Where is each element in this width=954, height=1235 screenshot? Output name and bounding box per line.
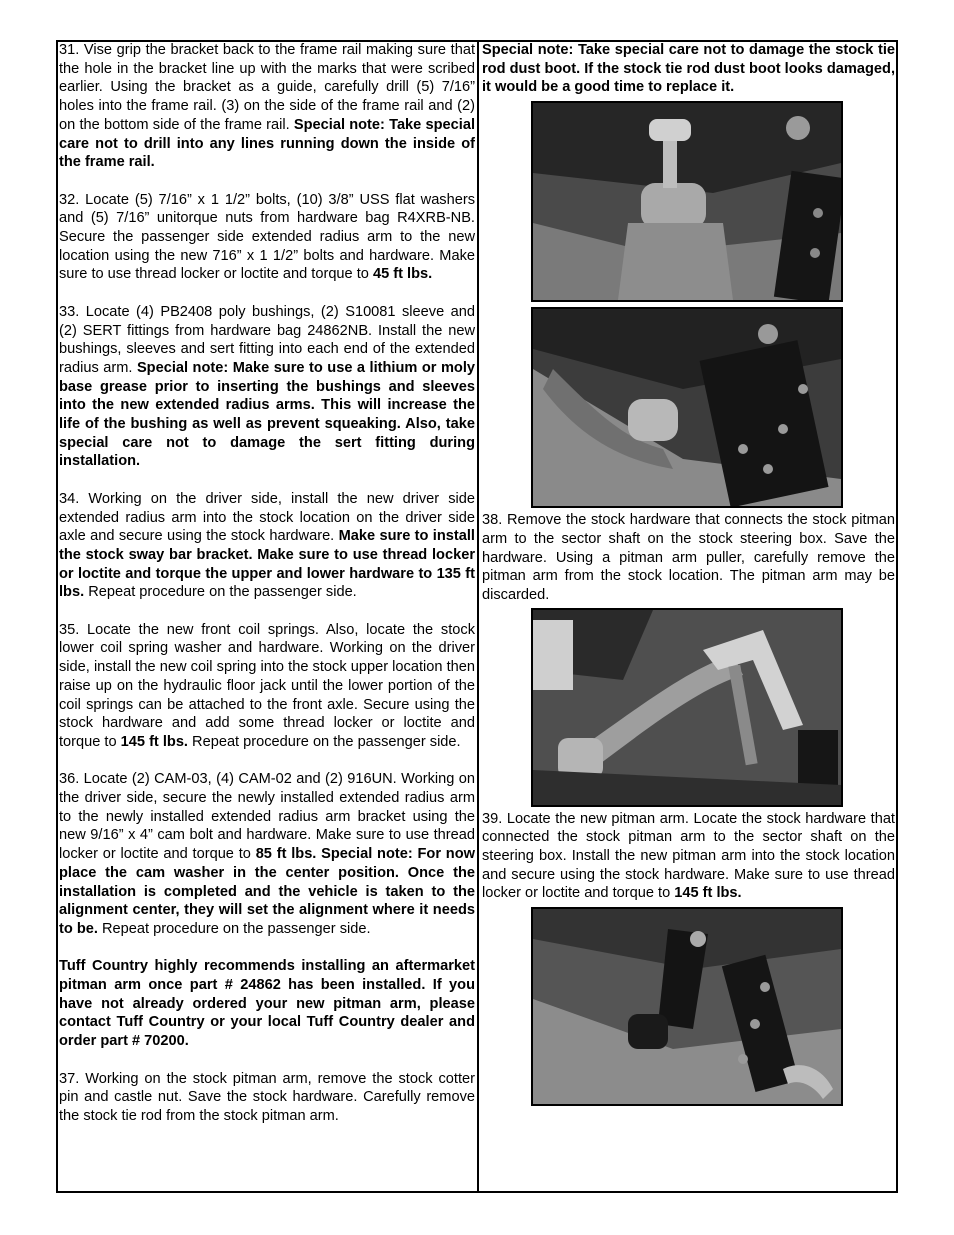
step-37-continued: Special note: Take special care not to damage the stock tie rod dust boot. If the stock tie rod dust boot looks damaged, it would be a good time to replace it. — [482, 42, 895, 96]
step-36: 36. Locate (2) CAM-03, (4) CAM-02 and (2) 916UN. Working on the driver side, secure the newly installed extended radius arm to the newly installed extended radius arm bracket using the new 9/16” x 4” cam bolt and hardware. Make sure to use thread locker or loctite and torque to 85 ft lbs. Special note: For now place the cam washer in the center position. Once the installation is completed and the vehicle is taken to the alignment center, they will set the alignment where it needs to be. Repeat procedure on the passenger side. — [59, 771, 475, 937]
step-35: 35. Locate the new front coil springs. Also, locate the stock lower coil spring washer and hardware. Working on the driver side, install the new coil spring into the stock upper location then raise up on the hydraulic floor jack until the lower portion of the coil springs can be attached to the front axle. Secure using the stock hardware and add some thread locker or loctite and torque to 145 ft lbs. Repeat procedure on the passenger side. — [59, 621, 475, 750]
photo-new-pitman-arm-installed — [531, 907, 843, 1106]
step-31: 31. Vise grip the bracket back to the frame rail making sure that the hole in the bracket line up with the marks that were scribed earlier. Using the bracket as a guide, carefully drill (5) 7/16” holes into the frame rail. (3) on the side of the frame rail and (2) on the bottom side of the frame rail. Special note: Take special care not to drill into any lines running down the inside of the frame rail. — [59, 42, 475, 171]
photo-pitman-arm-puller — [531, 608, 843, 807]
step-39: 39. Locate the new pitman arm. Locate the stock hardware that connected the stock pitman arm to the sector shaft on the steering box. Install the new pitman arm into the stock location and secure using the stock hardware. Make sure to use thread locker or loctite and torque to 145 ft lbs. — [482, 810, 895, 902]
step-32: 32. Locate (5) 7/16” x 1 1/2” bolts, (10) 3/8” USS flat washers and (5) 7/16” unitorque nuts from hardware bag R4XRB-NB. Secure the passenger side extended radius arm to the new location using the new 716” x 1 1/2” bolts and hardware. Make sure to use thread locker or loctite and torque to 45 ft lbs. — [59, 191, 475, 283]
step-38: 38. Remove the stock hardware that connects the stock pitman arm to the sector shaft on the stock steering box. Save the hardware. Using a pitman arm puller, carefully remove the pitman arm from the stock location. The pitman arm may be discarded. — [482, 512, 895, 603]
photo-tie-rod-removed — [531, 307, 843, 508]
column-divider — [477, 40, 479, 1191]
left-column — [59, 41, 475, 1126]
pitman-recommendation: Tuff Country highly recommends installing an aftermarket pitman arm once part # 24862 has been installed. If you have not already ordered your new pitman arm, please contact Tuff Country or your local Tuff Country dealer and order part # 70200. — [59, 958, 475, 1050]
photo-tie-rod-on-pitman-arm — [531, 101, 843, 302]
right-column — [482, 41, 895, 1106]
step-37: 37. Working on the stock pitman arm, remove the stock cotter pin and castle nut. Save the stock hardware. Carefully remove the stock tie rod from the stock pitman arm. — [59, 1070, 475, 1124]
step-33: 33. Locate (4) PB2408 poly bushings, (2) S10081 sleeve and (2) SERT fittings from hardware bag 24862NB. Install the new bushings, sleeves and sert fitting into each end of the extended radius arm. Special note: Make sure to use a lithium or moly base grease prior to inserting the bushings and sleeves into the new extended radius arms. This will increase the life of the bushing as well as prevent squeaking. Also, take special care not to damage the sert fitting during installation. — [59, 303, 476, 470]
step-34: 34. Working on the driver side, install the new driver side extended radius arm into the stock location on the driver side axle and secure using the stock hardware. Make sure to install the stock sway bar bracket. Make sure to use thread locker or loctite and torque the upper and lower hardware to 135 ft lbs. Repeat procedure on the passenger side. — [59, 490, 475, 601]
